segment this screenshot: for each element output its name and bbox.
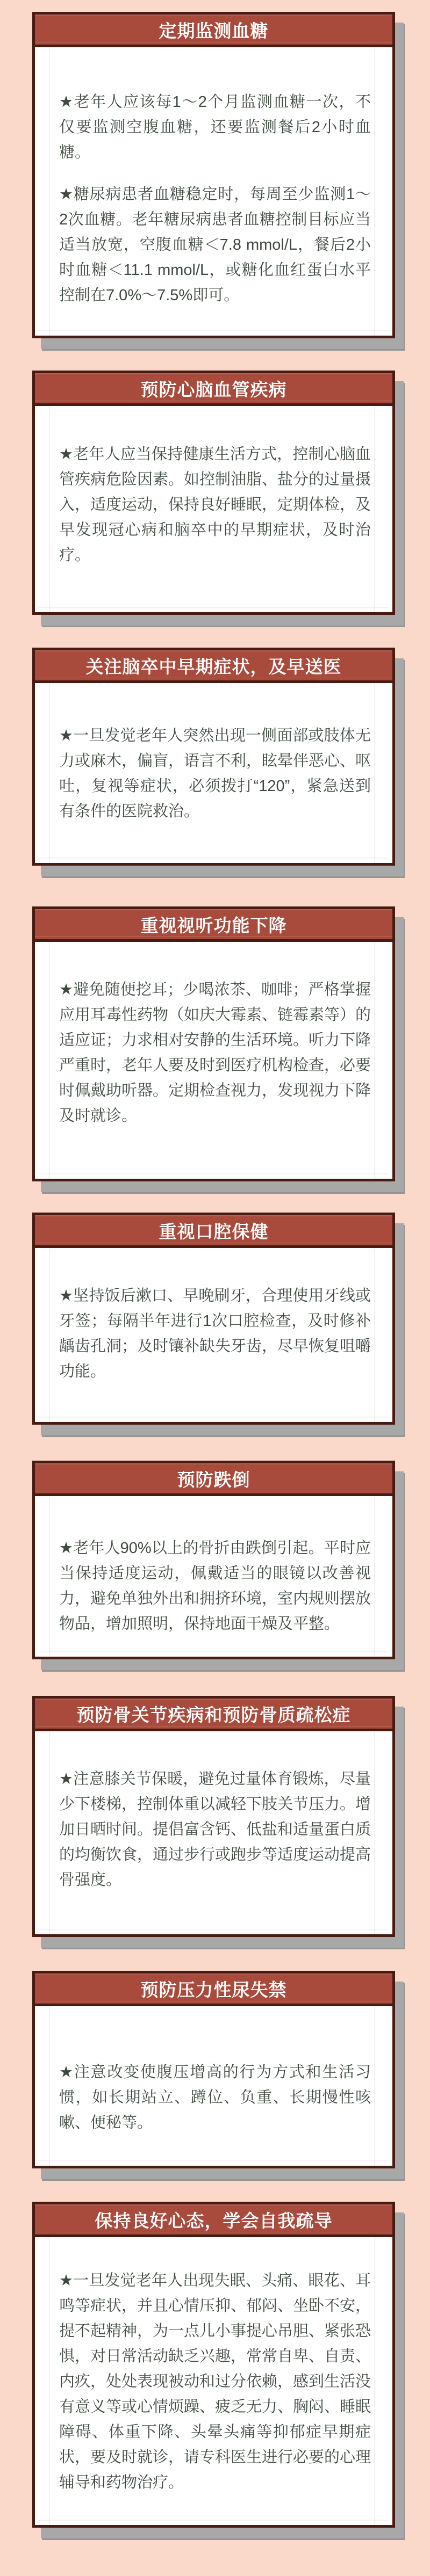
health-tip-card bbox=[32, 1696, 395, 1937]
health-tip-card bbox=[32, 1213, 395, 1425]
health-tip-card bbox=[32, 12, 395, 338]
health-tip-card bbox=[32, 2202, 395, 2528]
card-body bbox=[35, 2237, 392, 2495]
tip-paragraph: ★一旦发觉老年人突然出现一侧面部或肢体无力或麻木，偏盲，语言不利，眩晕伴恶心、呕吐，复视等症状，必须拨打“120”，紧急送到有条件的医院救治。 bbox=[59, 727, 371, 820]
paper-texture-line bbox=[38, 858, 389, 859]
card-title-banner bbox=[35, 1973, 392, 2006]
card-body bbox=[35, 2006, 392, 2136]
card-title-text: 重视口腔保健 bbox=[159, 1221, 269, 1242]
paper-texture-line bbox=[38, 2160, 389, 2161]
card-title-banner bbox=[35, 1215, 392, 1248]
card-title-text: 关注脑卒中早期症状，及早送医 bbox=[85, 656, 342, 677]
health-tip-card bbox=[32, 1971, 395, 2168]
card-body bbox=[35, 942, 392, 1129]
card-title-banner bbox=[35, 373, 392, 406]
card-title-banner bbox=[35, 2204, 392, 2237]
health-tip-card bbox=[32, 906, 395, 1181]
paper-texture-line bbox=[38, 1651, 389, 1652]
tip-paragraph: ★糖尿病患者血糖稳定时，每周至少监测1～2次血糖。老年糖尿病患者血糖控制目标应当适当放宽，空腹血糖＜7.8 mmol/L，餐后2小时血糖＜11.1 mmol/L，或糖化血红蛋白水平控制在7.0%～7.5%即可。 bbox=[59, 186, 371, 304]
health-tip-card bbox=[32, 371, 395, 615]
tip-paragraph: ★注意膝关节保暖，避免过量体育锻炼，尽量少下楼梯，控制体重以减轻下肢关节压力。增加日晒时间。提倡富含钙、低盐和适量蛋白质的均衡饮食，通过步行或跑步等适度运动提高骨强度。 bbox=[59, 1770, 371, 1889]
paper-texture-line bbox=[38, 1173, 389, 1174]
card-title-banner bbox=[35, 1699, 392, 1731]
card-title-text: 预防心脑血管疾病 bbox=[140, 379, 287, 400]
card-body bbox=[35, 406, 392, 568]
paper-texture-line bbox=[38, 1417, 389, 1418]
paper-texture-line bbox=[38, 607, 389, 608]
tip-paragraph: ★避免随便挖耳；少喝浓茶、咖啡；严格掌握应用耳毒性药物（如庆大霉素、链霉素等）的适应证；力求相对安静的生活环境。听力下降严重时，老年人要及时到医疗机构检查，必要时佩戴助听器。定期检查视力，发现视力下降及时就诊。 bbox=[59, 981, 371, 1124]
paper-texture-line bbox=[38, 2520, 389, 2521]
card-title-text: 重视视听功能下降 bbox=[140, 915, 287, 935]
health-tip-card bbox=[32, 648, 395, 866]
tip-paragraph: ★坚持饭后漱口、早晚刷牙，合理使用牙线或牙签；每隔半年进行1次口腔检查，及时修补龋齿孔洞；及时镶补缺失牙齿，尽早恢复咀嚼功能。 bbox=[59, 1287, 371, 1380]
card-title-text: 定期监测血糖 bbox=[159, 20, 269, 41]
card-title-text: 预防压力性尿失禁 bbox=[140, 1979, 287, 2000]
card-title-banner bbox=[35, 650, 392, 683]
paper-texture-line bbox=[38, 1929, 389, 1930]
card-body bbox=[35, 683, 392, 824]
card-body bbox=[35, 47, 392, 308]
card-title-banner bbox=[35, 14, 392, 47]
card-title-banner bbox=[35, 909, 392, 942]
paper-texture-line bbox=[38, 330, 389, 331]
tip-paragraph: ★老年人90%以上的骨折由跌倒引起。平时应当保持适度运动，佩戴适当的眼镜以改善视力，避免单独外出和拥挤环境，室内规则摆放物品，增加照明，保持地面干燥及平整。 bbox=[59, 1540, 371, 1632]
card-title-text: 保持良好心态，学会自我疏导 bbox=[95, 2210, 333, 2231]
card-title-banner bbox=[35, 1463, 392, 1496]
tip-paragraph: ★老年人应该每1～2个月监测血糖一次，不仅要监测空腹血糖，还要监测餐后2小时血糖。 bbox=[59, 93, 371, 161]
card-title-text: 预防跌倒 bbox=[177, 1469, 250, 1490]
card-body bbox=[35, 1248, 392, 1384]
tip-paragraph: ★老年人应当保持健康生活方式，控制心脑血管疾病危险因素。如控制油脂、盐分的过量摄入，适度运动，保持良好睡眠，定期体检，及早发现冠心病和脑卒中的早期症状，及时治疗。 bbox=[59, 446, 371, 564]
card-body bbox=[35, 1496, 392, 1637]
card-body bbox=[35, 1731, 392, 1893]
health-tip-card bbox=[32, 1461, 395, 1659]
tip-paragraph: ★一旦发觉老年人出现失眠、头痛、眼花、耳鸣等症状，并且心情压抑、郁闷、坐卧不安，提不起精神，为一点儿小事提心吊胆、紧张恐惧，对日常活动缺乏兴趣，常常自卑、自责、内疚，处处表现被动和过分依赖，感到生活没有意义等或心情烦躁、疲乏无力、胸闷、睡眠障碍、体重下降、头晕头痛等抑郁症早期症状，要及时就诊，请专科医生进行必要的心理辅导和药物治疗。 bbox=[59, 2272, 371, 2491]
card-title-text: 预防骨关节疾病和预防骨质疏松症 bbox=[76, 1704, 351, 1725]
tip-paragraph: ★注意改变使腹压增高的行为方式和生活习惯，如长期站立、蹲位、负重、长期慢性咳嗽、便秘等。 bbox=[59, 2064, 371, 2131]
